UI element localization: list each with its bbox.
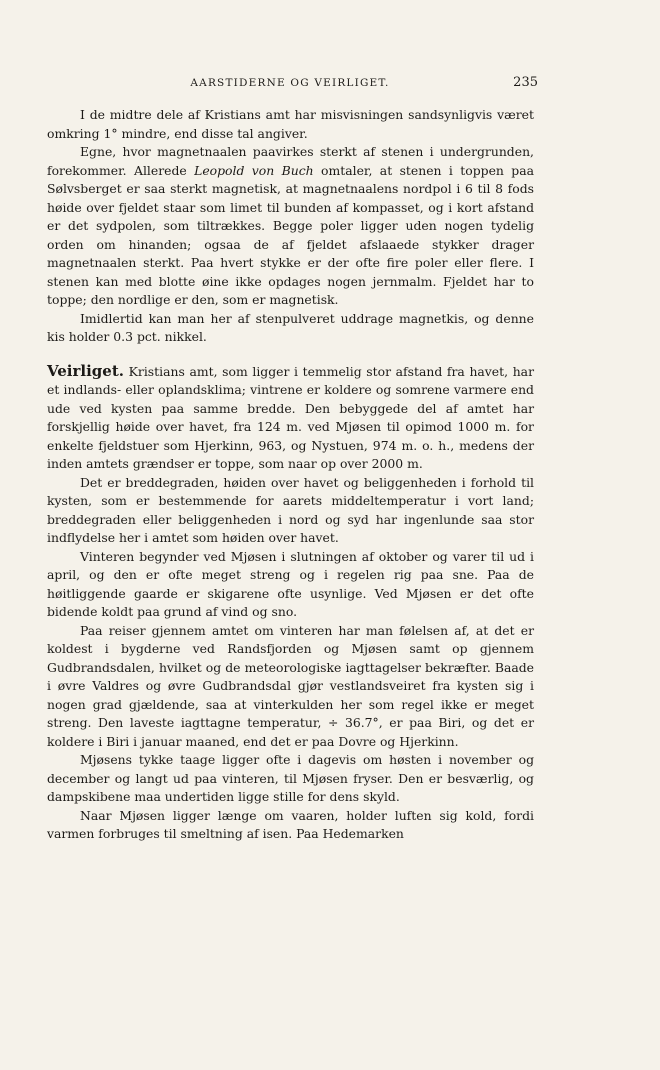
paragraph-magnetkis: Imidlertid kan man her af stenpulveret uddrage magnetkis, og denne kis holder 0.3 pct. nikkel.	[47, 310, 534, 344]
paragraph-magnetic-deviation: I de midtre dele af Kristians amt har misvisningen sandsynligvis været omkring 1° mindre, end disse tal angiver.	[47, 107, 534, 141]
paragraph-text: Egne, hvor magnetnaalen paavirkes sterkt af stenen i undergrunden, forekommer. Allerede	[47, 144, 534, 178]
author-name: Leopold von Buch	[194, 162, 314, 178]
paragraph-spring: Naar Mjøsen ligger længe om vaaren, holder luften sig kold, fordi varmen forbruges til smeltning af isen. Paa Hedemarken	[47, 807, 534, 841]
paragraph-climate	[47, 362, 534, 474]
paragraph-latitude: Det er breddegraden, høiden over havet og beliggenheden i forhold til kysten, som er bestemmende for aarets middeltemperatur i vort land; breddegraden eller beliggenheden i nord og syd har ingenlunde saa stor indflydelse her i amtet som høiden over havet.	[47, 474, 534, 545]
body-text	[47, 106, 534, 844]
paragraph-text: omtaler, at stenen i toppen paa Sølvsberget er saa sterkt magnetisk, at magnetnaalens nordpol i 6 til 8 fods høide over fjeldet staar som limet til bunden af kompasset, og i kort afstand er det sydpolen, som tiltrækkes. Begge poler ligger uden nogen tydelig orden om hinanden; ogsaa de af fjeldet afslaaede stykker drager magnetnaalen sterkt. Paa hvert stykke er der ofte fire poler eller flere. I stenen kan med blotte øine ikke opdages nogen jernmalm. Fjeldet har to toppe; den nordlige er den, som er magnetisk.	[47, 162, 534, 307]
paragraph-magnetic-stone	[47, 143, 534, 310]
running-title: AARSTIDERNE OG VEIRLIGET.	[190, 77, 390, 89]
paragraph-winter: Vinteren begynder ved Mjøsen i slutningen af oktober og varer til ud i april, og den er ofte meget streng og i regelen rig paa sne. Paa de høitliggende gaarde er skigarene ofte usynlige. Ved Mjøsen er det ofte bidende koldt paa grund af vind og sno.	[47, 548, 534, 619]
paragraph-text: Kristians amt, som ligger i temmelig stor afstand fra havet, har et indlands- eller oplandsklima; vintrene er koldere og somrene varmere end ude ved kysten paa samme bredde. Den bebyggede del af amtet har forskjellig høide over havet, fra 124 m. ved Mjøsen til opimod 1000 m. for enkelte fjeldstuer som Hjerkinn, 963, og Nystuen, 974 m. o. h., medens der inden amtets grændser er toppe, som naar op over 2000 m.	[47, 363, 534, 471]
paragraph-cold-districts: Paa reiser gjennem amtet om vinteren har man følelsen af, at det er koldest i bygderne ved Randsfjorden og Mjøsen samt op gjennem Gudbrandsdalen, hvilket og de meteorologiske iagttagelser bekræfter. Baade i øvre Valdres og øvre Gudbrandsdal gjør vestlandsveiret fra kysten sig i nogen grad gjældende, saa at vinterkulden her som regel ikke er meget streng. Den laveste iagttagne temperatur, ÷ 36.7°, er paa Biri, og det er koldere i Biri i januar maaned, end det er paa Dovre og Hjerkinn.	[47, 622, 534, 749]
section-title: Veirliget.	[47, 361, 124, 380]
page-header	[45, 73, 538, 93]
paragraph-fog: Mjøsens tykke taage ligger ofte i dagevis om høsten i november og december og langt ud paa vinteren, til Mjøsen fryser. Den er besværlig, og dampskibene maa undertiden ligge stille for dens skyld.	[47, 752, 534, 804]
page-number: 235	[513, 75, 538, 90]
